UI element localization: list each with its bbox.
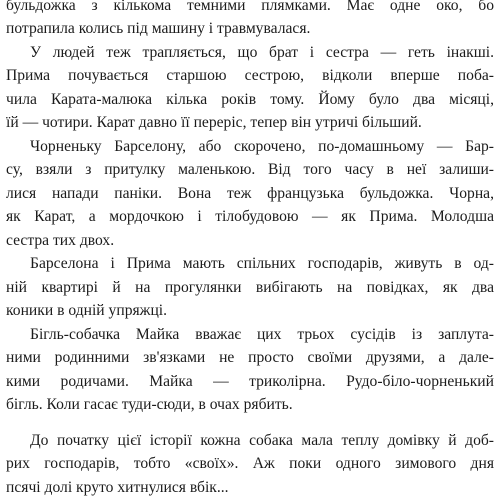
text-line: їй — чотири. Карат давно її переріс, тепер він утричі більший. [6,114,422,131]
text-line: потрапила колись під машину і травмувалася. [6,20,311,37]
text-line: коники в одній упряжці. [6,302,168,319]
text-line: Прима почувається старшою сестрою, відколи вперше поба- [6,67,494,84]
text-line: Чорненьку Барселону, або скорочено, по-домашньому — Бар- [30,138,494,155]
text-line: сестра тих двох. [6,232,115,249]
text-line: су, взяли з притулку маленькою. Від того часу в неї залиши- [6,161,494,178]
text-line: Барселона і Прима мають спільних господарів, живуть в од- [30,255,494,272]
text-line: ними родинними зв'язками не просто своїми друзями, а дале- [6,349,494,366]
text-line: бігль. Коли гасає туди-сюди, в очах рябить. [6,396,293,413]
text-line: бульдожка з кількома темними плямками. Має одне око, бо [6,0,494,14]
text-line: псячі долі круто хитнулися вбік... [6,479,229,496]
text-line: лися напади паніки. Вона теж французька бульдожка. Чорна, [6,185,494,202]
text-line: Бігль-собачка Майка вважає цих трьох сусідів із заплута- [30,326,494,343]
text-line: кими родичами. Майка — триколірна. Рудо-біло-чорненький [6,373,494,390]
text-line: чила Карата-малюка кілька років тому. Йому було два місяці, [6,91,494,108]
text-line: ній квартирі й на прогулянки вибігають на повідках, як два [6,279,494,296]
text-line: рих господарів, тобто «своїх». Аж поки одного зимового дня [6,455,494,472]
text-line: як Карат, а мордочкою і тілобудовою — як Прима. Молодша [6,208,494,225]
text-line: У людей теж трапляється, що брат і сестра — геть інакші. [30,44,494,61]
text-line: До початку цієї історії кожна собака мала теплу домівку й доб- [30,432,494,449]
